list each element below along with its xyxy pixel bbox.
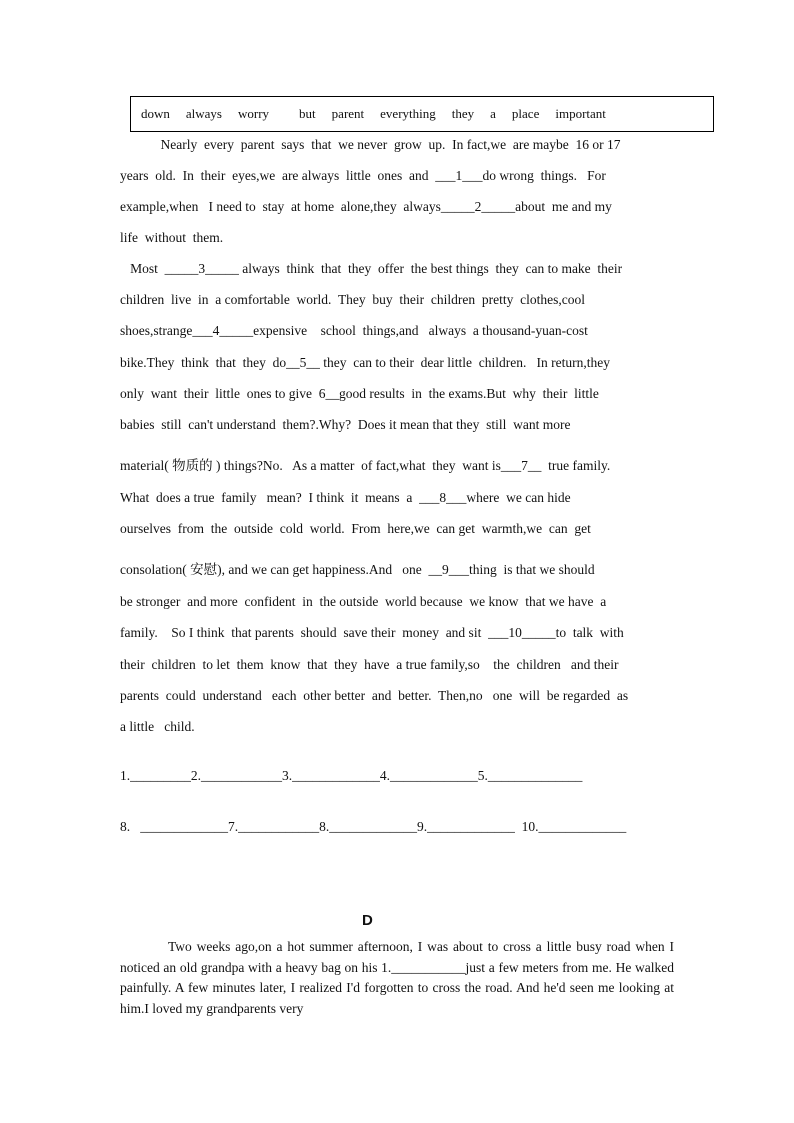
word-bank-word: worry <box>238 106 270 121</box>
story-passage <box>120 937 674 1019</box>
passage-line: only want their little ones to give 6__good results in the exams.But why their little <box>120 386 599 401</box>
passage-line: example,when I need to stay at home alone,they always_____2_____about me and my <box>120 199 612 214</box>
passage-line: family. So I think that parents should save their money and sit ___10_____to talk with <box>120 625 624 640</box>
word-bank-word: down <box>141 106 170 121</box>
passage-line: shoes,strange___4_____expensive school things,and always a thousand-yuan-cost <box>120 323 588 338</box>
passage-line: their children to let them know that they have a true family,so the children and their <box>120 657 619 672</box>
word-bank-word: always <box>185 106 222 121</box>
word-bank-box <box>130 96 714 132</box>
story-paragraph: Two weeks ago,on a hot summer afternoon, I was about to cross a little busy road when I noticed an old grandpa with a heavy bag on his 1.___________just a few meters from me. He walked painfully. A few minutes later, I realized I'd forgotten to cross the road. And he'd seen me looking at him.I loved my grandparents very <box>120 939 674 1016</box>
passage-line: Most _____3_____ always think that they offer the best things they can to make their <box>120 261 623 276</box>
word-bank-word: everything <box>380 106 436 121</box>
passage-line: a little child. <box>120 719 195 734</box>
passage-line: children live in a comfortable world. They buy their children pretty clothes,cool <box>120 292 585 307</box>
passage-line: parents could understand each other better and better. Then,no one will be regarded as <box>120 688 629 703</box>
section-title: D <box>362 912 373 929</box>
passage-line: be stronger and more confident in the outside world because we know that we have a <box>120 594 607 609</box>
answer-row: 1._________2.____________3._____________4._____________5.______________ <box>120 768 583 783</box>
word-bank-word: they <box>451 106 475 121</box>
word-bank-word: a <box>490 106 496 121</box>
word-bank-word: important <box>555 106 606 121</box>
passage-line: ourselves from the outside cold world. From here,we can get warmth,we can get <box>120 521 591 536</box>
passage-line: life without them. <box>120 230 224 245</box>
passage-line: babies still can't understand them?.Why? Does it mean that they still want more <box>120 417 571 432</box>
passage-line: bike.They think that they do__5__ they can to their dear little children. In return,they <box>120 355 610 370</box>
passage-line: Nearly every parent says that we never grow up. In fact,we are maybe 16 or 17 <box>120 137 621 152</box>
passage-line: years old. In their eyes,we are always little ones and ___1___do wrong things. For <box>120 168 606 183</box>
word-bank-word: parent <box>331 106 365 121</box>
word-bank-word: place <box>511 106 540 121</box>
word-bank-word: but <box>299 106 316 121</box>
passage-line: What does a true family mean? I think it means a ___8___where we can hide <box>120 490 571 505</box>
passage-line: material( 物质的 ) things?No. As a matter of fact,what they want is___7__ true family. <box>120 458 611 473</box>
answer-row: 8. _____________7.____________8._____________9._____________ 10._____________ <box>120 819 627 834</box>
passage-line: consolation( 安慰), and we can get happiness.And one __9___thing is that we should <box>120 562 595 577</box>
